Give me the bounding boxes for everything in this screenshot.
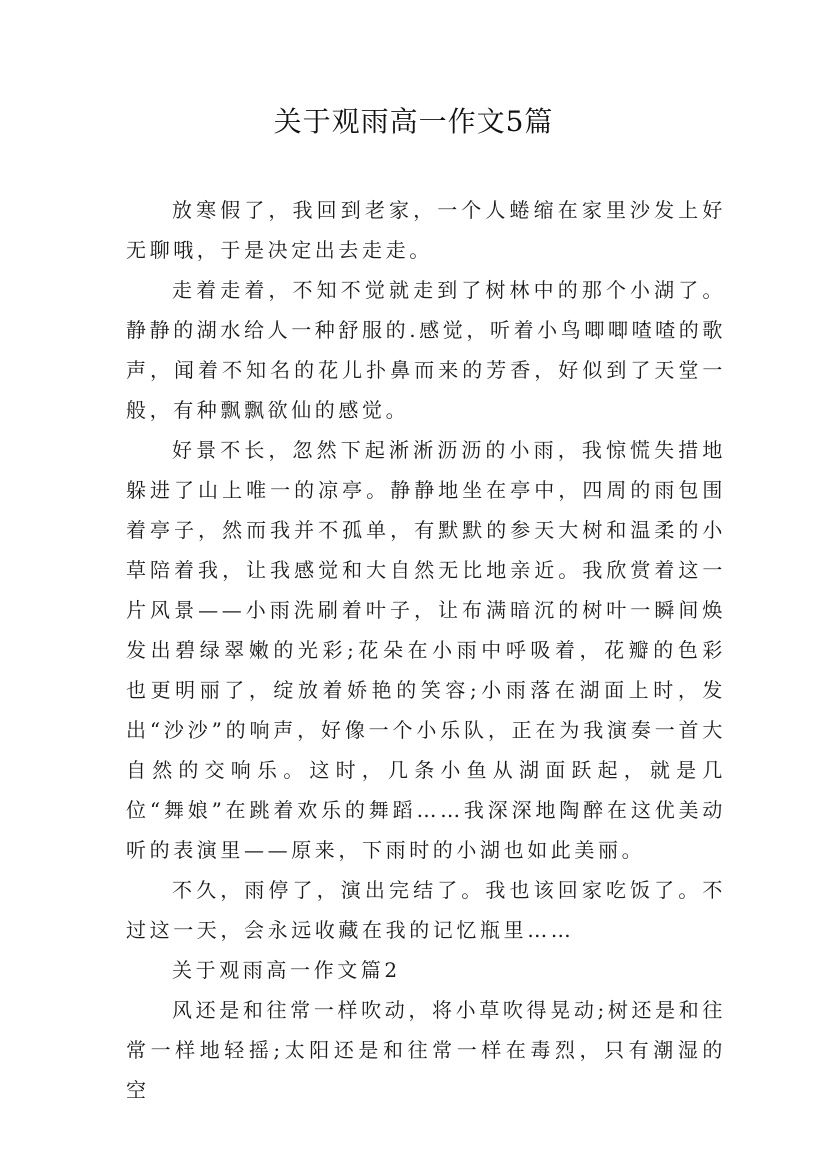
paragraph-1: 放寒假了，我回到老家，一个人蜷缩在家里沙发上好无聊哦，于是决定出去走走。 bbox=[126, 198, 726, 262]
document-title: 关于观雨高一作文5篇 bbox=[273, 105, 554, 138]
paragraph-5: 风还是和往常一样吹动，将小草吹得晃动;树还是和往常一样地轻摇;太阳还是和往常一样在毒烈，只有潮湿的空 bbox=[126, 998, 726, 1102]
document-body bbox=[126, 190, 726, 1110]
section-heading-2: 关于观雨高一作文篇2 bbox=[172, 958, 401, 982]
paragraph-4: 不久，雨停了，演出完结了。我也该回家吃饭了。不过这一天，会永远收藏在我的记忆瓶里…… bbox=[126, 878, 726, 942]
paragraph-3: 好景不长，忽然下起淅淅沥沥的小雨，我惊慌失措地躲进了山上唯一的凉亭。静静地坐在亭中，四周的雨包围着亭子，然而我并不孤单，有默默的参天大树和温柔的小草陪着我，让我感觉和大自然无比地亲近。我欣赏着这一片风景——小雨洗刷着叶子，让布满暗沉的树叶一瞬间焕发出碧绿翠嫩的光彩;花朵在小雨中呼吸着，花瓣的色彩也更明丽了，绽放着娇艳的笑容;小雨落在湖面上时，发出“沙沙”的响声，好像一个小乐队，正在为我演奏一首大自然的交响乐。这时，几条小鱼从湖面跃起，就是几位“舞娘”在跳着欢乐的舞蹈……我深深地陶醉在这优美动听的表演里——原来，下雨时的小湖也如此美丽。 bbox=[126, 438, 726, 862]
paragraph-2: 走着走着，不知不觉就走到了树林中的那个小湖了。静静的湖水给人一种舒服的.感觉，听着小鸟唧唧喳喳的歌声，闻着不知名的花儿扑鼻而来的芳香，好似到了天堂一般，有种飘飘欲仙的感觉。 bbox=[126, 278, 726, 422]
